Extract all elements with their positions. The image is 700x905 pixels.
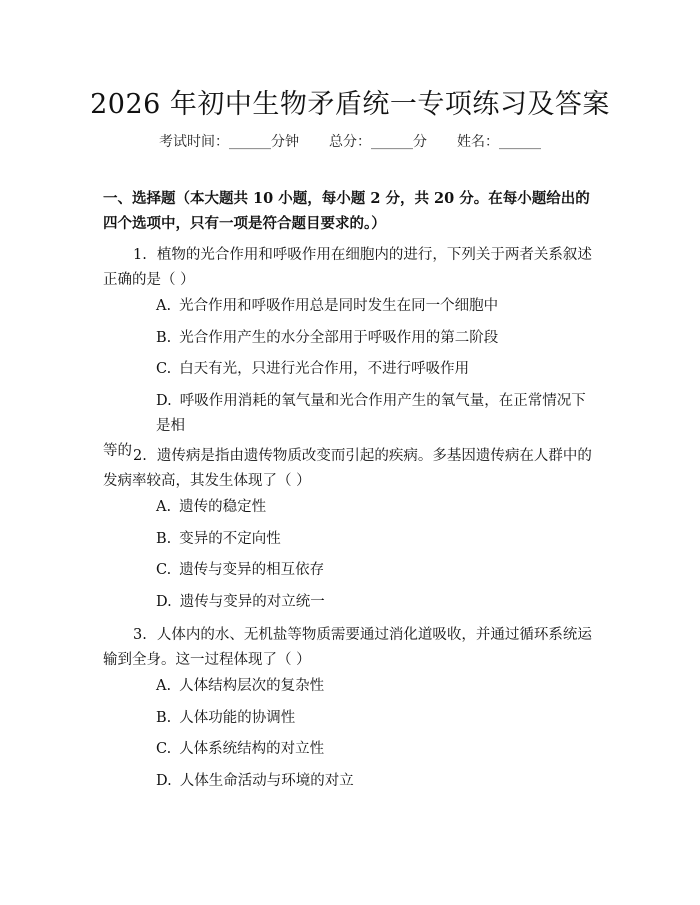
option-3c [156,737,324,762]
option-letter: C. [156,361,172,377]
option-text: 呼吸作用消耗的氧气量和光合作用产生的氧气量，在正常情况下是相 [156,393,586,434]
section-heading: 一、选择题（本大题共 10 小题，每小题 2 分，共 20 分。在每小题给出的四个选项中，只有一项是符合题目要求的。） [103,190,590,232]
option-3b [156,706,295,731]
exam-time: 考试时间：______分钟 [159,134,299,150]
option-letter: A. [156,678,172,694]
option-text: 人体系统结构的对立性 [179,741,325,757]
option-letter: B. [156,531,172,547]
option-letter: B. [156,330,172,346]
option-text: 遗传与变异的对立统一 [179,594,325,610]
option-letter: D. [156,393,172,409]
option-3a [156,674,324,699]
option-text: 光合作用和呼吸作用总是同时发生在同一个细胞中 [179,298,499,314]
option-2c [156,558,324,583]
option-letter: D. [156,594,172,610]
option-text: 遗传与变异的相互依存 [179,562,325,578]
exam-meta [0,131,700,151]
option-text: 变异的不定向性 [179,531,281,547]
option-1b [156,326,498,351]
question-stem: 遗传病是指由遗传物质改变而引起的疾病。多基因遗传病在人群中的发病率较高，其发生体现了（ ） [103,448,592,489]
option-letter: D. [156,773,172,789]
option-letter: A. [156,298,172,314]
question-number: 1. [133,247,147,263]
exam-score: 总分：______分 [329,134,427,150]
option-text: 人体生命活动与环境的对立 [179,773,354,789]
option-3d [156,769,354,794]
question-number: 3. [133,627,147,643]
option-text: 遗传的稳定性 [179,499,267,515]
question-2 [103,444,598,494]
option-2b [156,527,281,552]
question-number: 2. [133,448,147,464]
option-letter: B. [156,710,172,726]
question-1 [103,243,598,293]
option-letter: A. [156,499,172,515]
option-letter: C. [156,741,172,757]
option-1a [156,294,498,319]
option-1c [156,357,469,382]
question-3 [103,623,598,673]
question-stem: 人体内的水、无机盐等物质需要通过消化道吸收，并通过循环系统运输到全身。这一过程体现了（ ） [103,627,592,668]
option-letter: C. [156,562,172,578]
option-2a [156,495,266,520]
option-text: 白天有光，只进行光合作用，不进行呼吸作用 [179,361,470,377]
page-title: 2026 年初中生物矛盾统一专项练习及答案 [90,89,610,120]
question-stem: 植物的光合作用和呼吸作用在细胞内的进行，下列关于两者关系叙述正确的是（ ） [103,247,592,288]
option-text-continued: 等的 [103,443,132,459]
option-2d [156,590,325,615]
option-text: 光合作用产生的水分全部用于呼吸作用的第二阶段 [179,330,499,346]
student-name: 姓名：______ [457,134,541,150]
option-text: 人体结构层次的复杂性 [179,678,325,694]
option-text: 人体功能的协调性 [179,710,296,726]
